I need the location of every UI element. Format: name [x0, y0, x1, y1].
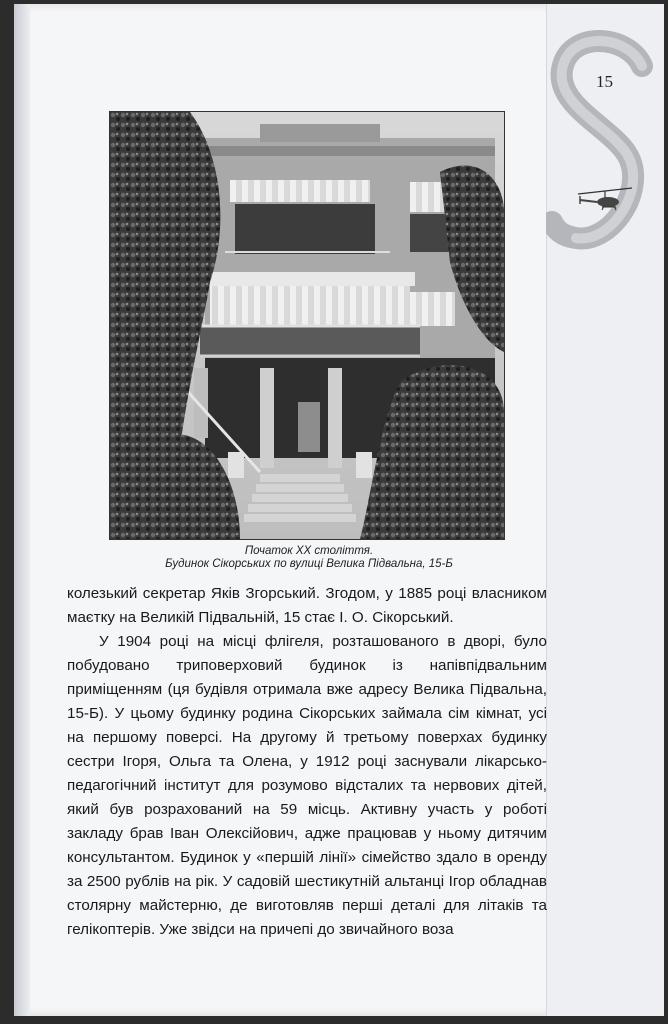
photo-caption — [74, 545, 544, 571]
building-photo — [109, 111, 505, 540]
caption-line-1: Початок XX століття. — [244, 545, 374, 557]
caption-line-2: Будинок Сікорських по вулиці Велика Підвальна, 15-Б — [165, 558, 453, 570]
book-spine — [14, 4, 30, 1016]
book-page — [14, 4, 664, 1016]
paragraph: У 1904 році на місці флігеля, розташованого в дворі, було побудовано триповерховий будинок із напівпідвальним приміщенням (ця будівля отримала вже адресу Велика Підвальна, 15-Б). У цьому будинку родина Сікорських займала сім кімнат, усі на першому поверсі. На другому й третьому поверхах будинку сестри Ігоря, Ольга та Олена, у 1912 році заснували лікарсько-педагогічний інститут для розумово відсталих та нервових дітей, який був розрахований на 59 місць. Активну участь у роботі закладу брав Іван Олексійович, адже працював у ньому дитячим консультантом. Будинок у «першій лінії» сімейство здало в оренду за 2500 рублів на рік. У садовій шестикутній альтанці Ігор обладнав столярну майстерню, де виготовляв перші деталі для літаків та гелікоптерів. Уже звідси на причепі до звичайного воза — [67, 633, 547, 938]
paragraph: колезький секретар Яків Згорський. Згодом, у 1885 році власником маєтку на Великій Підвальній, 15 стає І. О. Сікорський. — [67, 585, 547, 626]
s-emblem — [546, 26, 664, 262]
body-text — [67, 582, 547, 942]
page-number: 15 — [596, 72, 613, 91]
